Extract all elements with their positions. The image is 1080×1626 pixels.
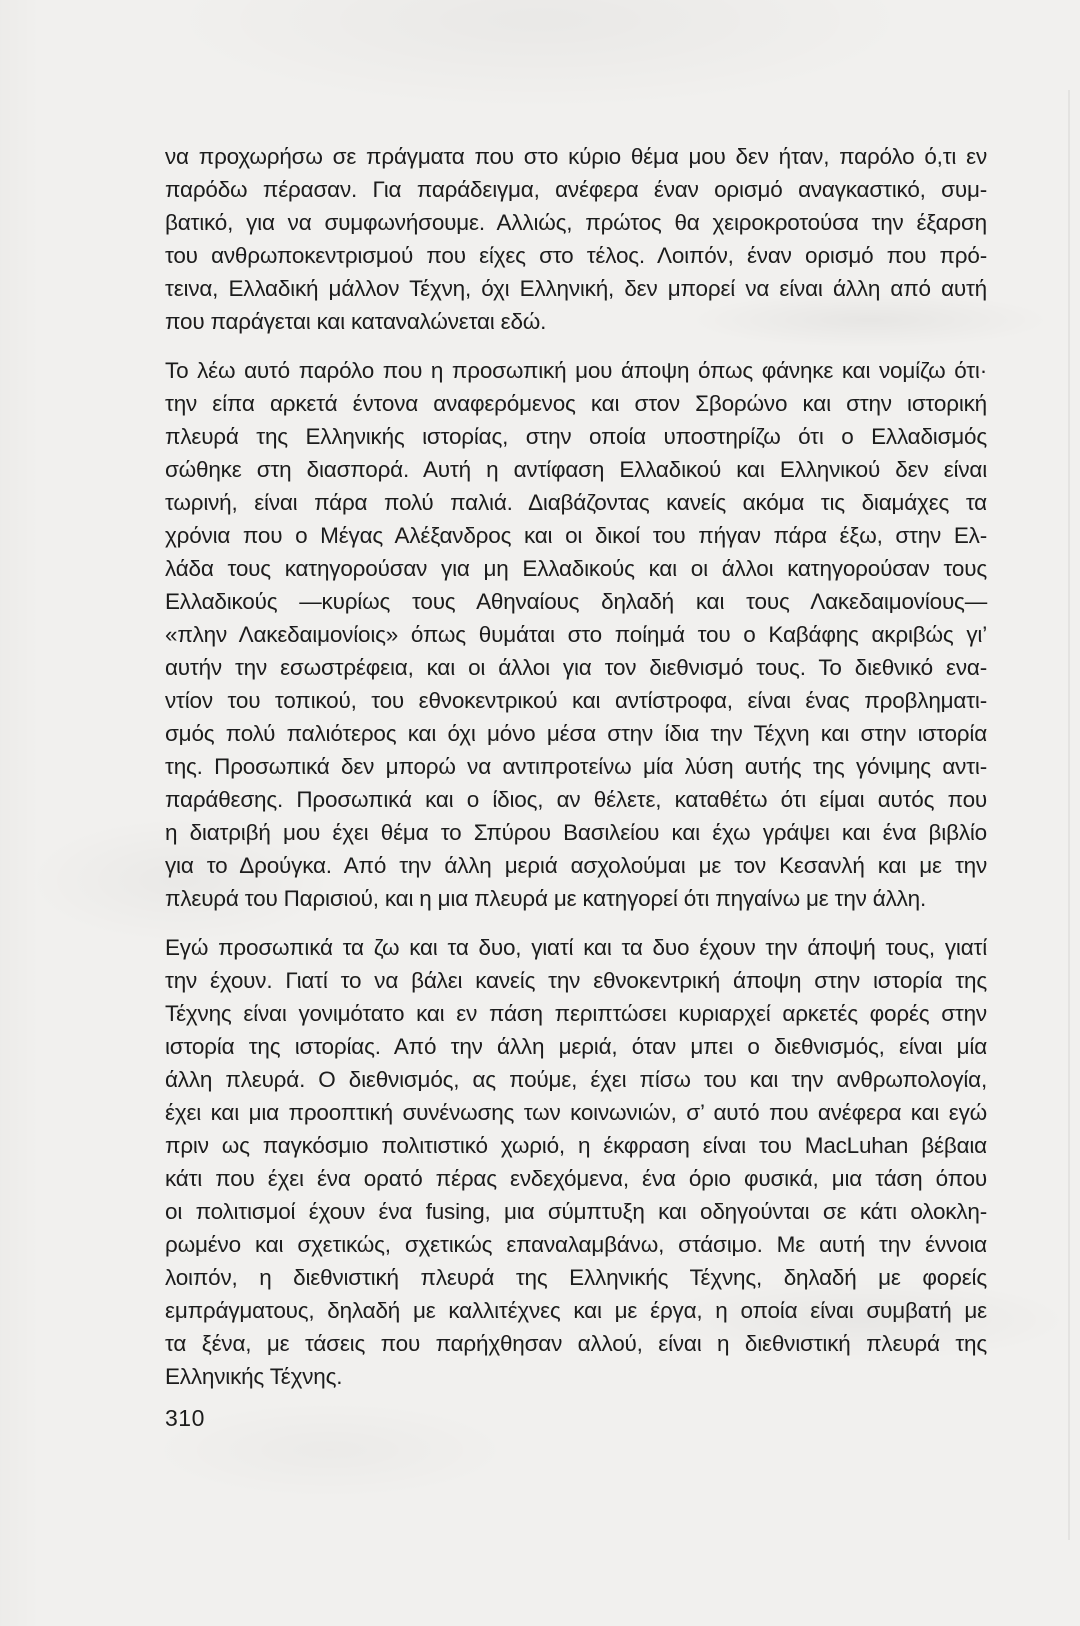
text-line: πριν ως παγκόσμιο πολιτιστικό χωριό, η έκφραση είναι του MacLuhan βέβαια — [165, 1133, 987, 1158]
text-line: ιστορία της ιστορίας. Από την άλλη μεριά, όταν μπει ο διεθνισμός, είναι μία — [165, 1034, 987, 1059]
text-line: που παράγεται και καταναλώνεται εδώ. — [165, 309, 547, 334]
text-line: την είπα αρκετά έντονα αναφερόμενος και στον Σβορώνο και στην ιστορική — [165, 391, 987, 416]
text-line: κάτι που έχει ένα ορατό πέρας ενδεχόμενα, ένα όριο φυσικά, μια τάση όπου — [165, 1166, 987, 1191]
text-line: ρωμένο και σχετικώς, σχετικώς επαναλαμβάνω, στάσιμο. Με αυτή την έννοια — [165, 1232, 987, 1257]
text-line: πλευρά της Ελληνικής ιστορίας, στην οποία υποστηρίζω ότι ο Ελλαδισμός — [165, 424, 987, 449]
paragraph — [165, 354, 987, 915]
text-line: Το λέω αυτό παρόλο που η προσωπική μου άποψη όπως φάνηκε και νομίζω ότι· — [165, 358, 987, 383]
text-line: η διατριβή μου έχει θέμα το Σπύρου Βασιλείου και έχω γράψει και ένα βιβλίο — [165, 820, 987, 845]
text-line: Ελλαδικούς —κυρίως τους Αθηναίους δηλαδή και τους Λακεδαιμονίους— — [165, 589, 987, 614]
text-line: πλευρά του Παρισιού, και η μια πλευρά με κατηγορεί ότι πηγαίνω με την άλλη. — [165, 886, 927, 911]
text-line: άλλη πλευρά. Ο διεθνισμός, ας πούμε, έχει πίσω του και την ανθρωπολογία, — [165, 1067, 987, 1092]
text-line: ντίον του τοπικού, του εθνοκεντρικού και αντίστροφα, είναι ένας προβληματι- — [165, 688, 987, 713]
text-line: χρόνια που ο Μέγας Αλέξανδρος και οι δικοί του πήγαν πάρα έξω, στην Ελ- — [165, 523, 987, 548]
text-line: αυτήν την εσωστρέφεια, και οι άλλοι για τον διεθνισμό τους. Το διεθνικό ενα- — [165, 655, 987, 680]
text-line: οι πολιτισμοί έχουν ένα fusing, μια σύμπτυξη και οδηγούνται σε κάτι ολοκλη- — [165, 1199, 987, 1224]
text-line: εμπράγματους, δηλαδή με καλλιτέχνες και με έργα, η οποία είναι συμβατή με — [165, 1298, 987, 1323]
text-line: «πλην Λακεδαιμονίοις» όπως θυμάται στο ποίημά του ο Καβάφης ακριβώς γι’ — [165, 622, 987, 647]
text-line: σώθηκε στη διασπορά. Αυτή η αντίφαση Ελλαδικού και Ελληνικού δεν είναι — [165, 457, 987, 482]
text-line: έχει και μια προοπτική συνένωσης των κοινωνιών, σ’ αυτό που ανέφερα και εγώ — [165, 1100, 987, 1125]
text-line: παράθεσης. Προσωπικά και ο ίδιος, αν θέλετε, καταθέτω ότι είμαι αυτός που — [165, 787, 987, 812]
paragraph — [165, 931, 987, 1393]
text-line: να προχωρήσω σε πράγματα που στο κύριο θέμα μου δεν ήταν, παρόλο ό,τι εν — [165, 144, 987, 169]
text-line: τα ξένα, με τάσεις που παρήχθησαν αλλού, είναι η διεθνιστική πλευρά της — [165, 1331, 987, 1356]
text-line: σμός πολύ παλιότερος και όχι μόνο μέσα στην ίδια την Τέχνη και στην ιστορία — [165, 721, 987, 746]
text-line: τεινα, Ελλαδική μάλλον Τέχνη, όχι Ελληνική, δεν μπορεί να είναι άλλη από αυτή — [165, 276, 987, 301]
text-line: την έχουν. Γιατί το να βάλει κανείς την εθνοκεντρική άποψη στην ιστορία της — [165, 968, 987, 993]
text-line: του ανθρωποκεντρισμού που είχες στο τέλος. Λοιπόν, έναν ορισμό που πρό- — [165, 243, 987, 268]
text-line: για το Δρούγκα. Από την άλλη μεριά ασχολούμαι με τον Κεσανλή και με την — [165, 853, 987, 878]
text-line: Εγώ προσωπικά τα ζω και τα δυο, γιατί και τα δυο έχουν την άποψή τους, γιατί — [165, 935, 987, 960]
text-line: Ελληνικής Τέχνης. — [165, 1364, 343, 1389]
text-line: τωρινή, είναι πάρα πολύ παλιά. Διαβάζοντας κανείς ακόμα τις διαμάχες τα — [165, 490, 987, 515]
text-line: Τέχνης είναι γονιμότατο και εν πάση περιπτώσει κυριαρχεί αρκετές φορές στην — [165, 1001, 987, 1026]
body-text-block — [165, 140, 987, 1393]
text-line: λοιπόν, η διεθνιστική πλευρά της Ελληνικής Τέχνης, δηλαδή με φορείς — [165, 1265, 987, 1290]
text-line: της. Προσωπικά δεν μπορώ να αντιπροτείνω μία λύση αυτής της γόνιμης αντι- — [165, 754, 987, 779]
text-line: λάδα τους κατηγορούσαν για μη Ελλαδικούς και οι άλλοι κατηγορούσαν τους — [165, 556, 987, 581]
text-line: βατικό, για να συμφωνήσουμε. Αλλιώς, πρώτος θα χειροκροτούσα την έξαρση — [165, 210, 987, 235]
scan-edge-shadow — [1068, 90, 1070, 1540]
text-line: παρόδω πέρασαν. Για παράδειγμα, ανέφερα έναν ορισμό αναγκαστικό, συμ- — [165, 177, 987, 202]
page-number: 310 — [165, 1405, 205, 1431]
paragraph — [165, 140, 987, 338]
